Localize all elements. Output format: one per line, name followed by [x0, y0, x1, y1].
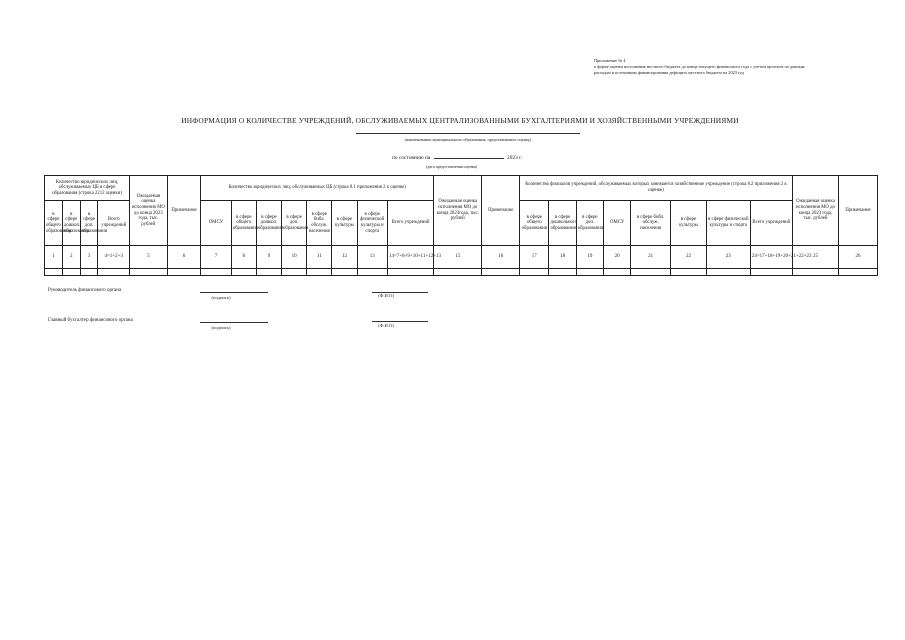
- column-number-cell: 11: [307, 246, 332, 269]
- column-number-cell: 8: [231, 246, 256, 269]
- head-signature-line: [200, 292, 268, 293]
- column-number-cell: 7: [201, 246, 231, 269]
- column-number-cell: 6: [167, 246, 201, 269]
- chief-signature-line: [200, 322, 268, 323]
- data-entry-cell: [671, 269, 707, 276]
- subheader-cell: в сфере физической культуры и спорта: [706, 201, 750, 246]
- data-entry-cell: [307, 269, 332, 276]
- chief-signature-caption: (подпись): [211, 325, 231, 330]
- subheader-cell: в сфере дошкол. образования: [62, 201, 80, 246]
- data-entry-cell: [631, 269, 671, 276]
- header-expected-3: Ожидаемая оценка исполнения МО до конца 2023 года, тыс. рублей: [792, 176, 838, 246]
- appendix-line-2: к форме оценки исполнения местного бюджета до конца текущего финансового года с учетом прогноза по данным,: [594, 64, 806, 69]
- header-note-2: Примечание: [482, 176, 520, 246]
- column-number-cell: 4=1+2+3: [98, 246, 129, 269]
- data-entry-cell: [282, 269, 307, 276]
- data-entry-cell: [80, 269, 98, 276]
- column-number-cell: 21: [631, 246, 671, 269]
- column-number-cell: 3: [80, 246, 98, 269]
- column-number-cell: 22: [671, 246, 707, 269]
- head-name-caption: (Ф.И.О): [378, 293, 394, 298]
- column-number-cell: 16: [482, 246, 520, 269]
- chief-accountant-label: Главный бухгалтер финансового органа: [48, 318, 133, 323]
- header-expected-1: Ожидаемая оценка исполнения МО до конца 2023 года, тыс. рублей: [129, 176, 167, 246]
- column-number-cell: 12: [332, 246, 357, 269]
- subheader-cell: в сфере дошкол. образования: [256, 201, 281, 246]
- data-entry-row: [45, 269, 878, 276]
- appendix-line-1: Приложение № 4: [594, 58, 626, 63]
- as-of-date-blank: [434, 158, 504, 159]
- column-number-cell: 25: [792, 246, 838, 269]
- document-title: ИНФОРМАЦИЯ О КОЛИЧЕСТВЕ УЧРЕЖДЕНИЙ, ОБСЛУЖИВАЕМЫХ ЦЕНТРАЛИЗОВАННЫМИ БУХГАЛТЕРИЯМИ И ХОЗЯЙСТВЕННЫМИ УЧРЕЖДЕНИЯМИ: [181, 116, 739, 125]
- subheader-cell: в сфере общего образования: [45, 201, 63, 246]
- data-entry-cell: [520, 269, 549, 276]
- appendix-note: [594, 58, 884, 76]
- municipality-name-line: [356, 133, 580, 134]
- column-number-cell: 18: [549, 246, 576, 269]
- data-entry-cell: [839, 269, 878, 276]
- subheader-cell: в сфере общего образования: [520, 201, 549, 246]
- subheader-cell: в сфере общего образования: [231, 201, 256, 246]
- subheader-cell: в сфере доп. образования: [80, 201, 98, 246]
- subheader-cell: в сфере культуры: [332, 201, 357, 246]
- column-number-cell: 10: [282, 246, 307, 269]
- subheader-cell: Всего учреждений: [750, 201, 792, 246]
- as-of-date: [392, 155, 522, 161]
- subheader-cell: в сфере доп. образования: [282, 201, 307, 246]
- column-number-cell: 23: [706, 246, 750, 269]
- data-entry-cell: [706, 269, 750, 276]
- data-entry-cell: [332, 269, 357, 276]
- column-number-cell: 15: [434, 246, 482, 269]
- as-of-prefix: по состоянию на: [392, 155, 431, 161]
- institutions-table: [44, 175, 878, 276]
- data-entry-cell: [434, 269, 482, 276]
- header-group-branches: Количество филиалов учреждений, обслуживаемых которых занимается хозяйственное учреждение (строка 8.2 приложения 2 к оценке): [520, 176, 793, 201]
- data-entry-cell: [256, 269, 281, 276]
- data-entry-cell: [603, 269, 630, 276]
- appendix-line-3: расходам и источникам финансирования дефицита местного бюджета на 2023 год: [594, 70, 744, 75]
- data-entry-cell: [167, 269, 201, 276]
- column-number-cell: 20: [603, 246, 630, 269]
- column-number-cell: 9: [256, 246, 281, 269]
- subheader-cell: ОМСУ: [603, 201, 630, 246]
- as-of-suffix: 2023 г.: [507, 155, 523, 161]
- data-entry-cell: [792, 269, 838, 276]
- column-number-cell: 26: [839, 246, 878, 269]
- chief-name-line: [372, 321, 428, 322]
- column-number-cell: 14=7+8+9+10+11+12+13: [387, 246, 433, 269]
- subheader-cell: Всего учреждений: [98, 201, 129, 246]
- column-number-cell: 2: [62, 246, 80, 269]
- column-number-cell: 19: [576, 246, 603, 269]
- municipality-name-caption: (наименование муниципального образования, представившего оценку): [404, 137, 532, 142]
- column-number-row: [45, 246, 878, 269]
- data-entry-cell: [549, 269, 576, 276]
- subheader-cell: ОМСУ: [201, 201, 231, 246]
- header-note-1: Примечание: [167, 176, 201, 246]
- subheader-cell: в сфере библ. обслуж. населения: [631, 201, 671, 246]
- data-entry-cell: [129, 269, 167, 276]
- data-entry-cell: [201, 269, 231, 276]
- data-entry-cell: [231, 269, 256, 276]
- header-group-edu: Количество юридических лиц, обслуживаемых ЦБ в сфере образования (строка 2212 оценки): [45, 176, 130, 201]
- column-number-cell: 24=17+18+19+20+21+22+23: [750, 246, 792, 269]
- subheader-cell: Всего учреждений: [387, 201, 433, 246]
- data-entry-cell: [357, 269, 387, 276]
- header-expected-2: Ожидаемая оценка исполнения МО до конца 2023года, тыс. рублей: [434, 176, 482, 246]
- column-number-cell: 1: [45, 246, 63, 269]
- subheader-cell: в сфере дошкольного образования: [549, 201, 576, 246]
- data-entry-cell: [62, 269, 80, 276]
- subheader-cell: в сфере доп. образования: [576, 201, 603, 246]
- chief-name-caption: (Ф.И.О): [378, 323, 394, 328]
- column-number-cell: 13: [357, 246, 387, 269]
- column-number-cell: 5: [129, 246, 167, 269]
- data-entry-cell: [387, 269, 433, 276]
- subheader-cell: в сфере физической культуры и спорта: [357, 201, 387, 246]
- data-entry-cell: [750, 269, 792, 276]
- header-group-legal: Количество юридических лиц, обслуживаемых ЦБ (строка 8.1 приложения 2 к оценке): [201, 176, 434, 201]
- subheader-cell: в сфере культуры: [671, 201, 707, 246]
- head-signature-label: Руководитель финансового органа: [48, 288, 122, 293]
- as-of-caption: (дата предоставления оценки): [426, 164, 478, 169]
- data-entry-cell: [482, 269, 520, 276]
- column-number-cell: 17: [520, 246, 549, 269]
- data-entry-cell: [45, 269, 63, 276]
- subheader-cell: в сфере библ. обслуж. населения: [307, 201, 332, 246]
- data-entry-cell: [576, 269, 603, 276]
- header-note-3: Примечание: [839, 176, 878, 246]
- data-entry-cell: [98, 269, 129, 276]
- head-signature-caption: (подпись): [211, 295, 231, 300]
